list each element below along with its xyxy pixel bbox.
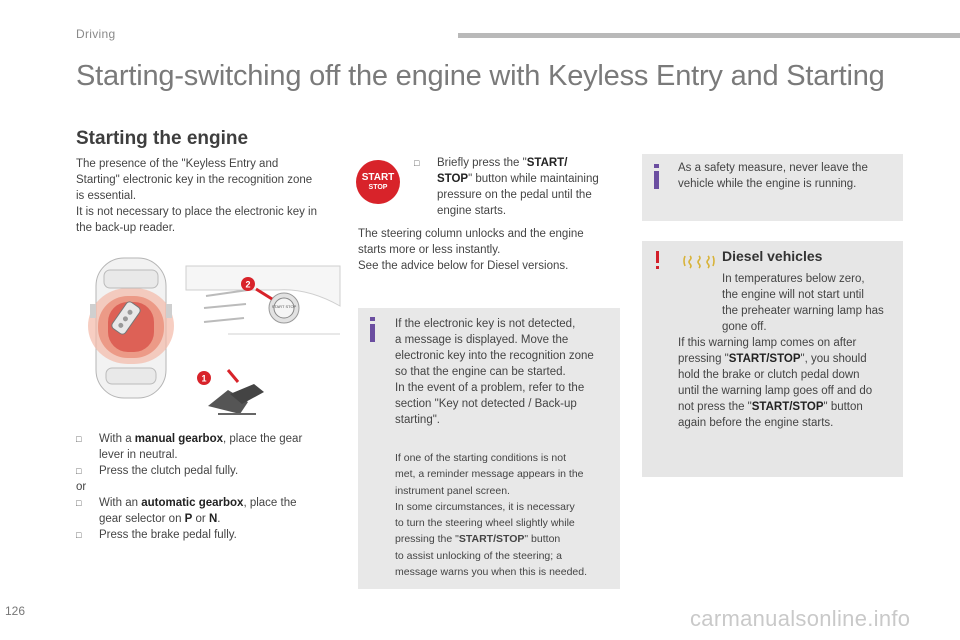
info-small-line: If one of the starting conditions is not <box>395 452 567 464</box>
diesel-warning-box <box>642 241 903 477</box>
info-icon <box>370 317 375 321</box>
info-line: a message is displayed. Move the <box>395 334 569 346</box>
safety-line: vehicle while the engine is running. <box>678 178 857 190</box>
watermark: carmanualsonline.info <box>690 606 911 631</box>
diesel-line: not press the "START/STOP" button <box>678 401 863 413</box>
info-small-line: to assist unlocking of the steering; a <box>395 549 562 562</box>
safety-line: As a safety measure, never leave the <box>678 162 868 174</box>
warning-icon-dot <box>656 266 659 269</box>
intro-line: It is not necessary to place the electronic key in <box>76 206 317 218</box>
diesel-warning-text <box>678 335 902 431</box>
page-number: 126 <box>5 604 26 618</box>
car-top-view <box>88 258 174 398</box>
intro-line: is essential. <box>76 190 137 202</box>
checkbox-icon: □ <box>76 434 82 444</box>
step-1-label: 1 <box>201 373 207 384</box>
dash-button-label: START STOP <box>271 304 297 309</box>
start-stop-button-icon: START STOP <box>356 160 400 204</box>
gear-instructions <box>76 431 346 551</box>
diesel-line: gone off. <box>722 321 767 333</box>
info-line: In the event of a problem, refer to the <box>395 382 585 394</box>
checkbox-icon: □ <box>414 158 420 168</box>
key-info-box <box>358 308 620 589</box>
safety-text <box>678 160 898 192</box>
step-2-label: 2 <box>245 279 251 290</box>
brake-item: □ Press the brake pedal fully. <box>76 529 237 541</box>
unlock-line: The steering column unlocks and the engine <box>358 228 584 240</box>
intro-line: Starting" electronic key in the recognition zone <box>76 174 313 186</box>
clutch-item: □ Press the clutch pedal fully. <box>76 465 239 477</box>
starting-conditions-text <box>395 450 619 580</box>
intro-line: the back-up reader. <box>76 222 176 234</box>
checkbox-icon: □ <box>76 530 82 540</box>
or-separator: or <box>76 481 87 493</box>
keyless-start-illustration <box>78 244 348 424</box>
diesel-heading: Diesel vehicles <box>722 248 823 264</box>
key-not-detected-text <box>395 316 617 428</box>
manual-gearbox-item: □ With a manual gearbox, place the gear lever in neutral. <box>76 433 303 461</box>
info-small-line: instrument panel screen. <box>395 484 510 497</box>
page-title: Starting-switching off the engine with Keyless Entry and Starting <box>76 60 885 92</box>
diesel-line: hold the brake or clutch pedal down <box>678 369 860 381</box>
checkbox-icon: □ <box>76 466 82 476</box>
intro-line: The presence of the "Keyless Entry and <box>76 158 279 170</box>
diesel-line: until the warning lamp goes off and do <box>678 385 873 397</box>
info-line: so that the engine can be started. <box>395 366 566 378</box>
press-start-item: □ Briefly press the "START/ STOP" button while maintaining pressure on the pedal until the engine starts. <box>414 157 599 217</box>
info-icon <box>654 164 659 168</box>
info-small-line: to turn the steering wheel slightly while <box>395 517 575 530</box>
diesel-line: the engine will not start until <box>722 289 864 301</box>
info-small-line: met, a reminder message appears in the <box>395 468 584 481</box>
info-line: starting". <box>395 414 440 426</box>
info-line: If the electronic key is not detected, <box>395 318 576 330</box>
info-icon-bar <box>370 324 375 342</box>
section-heading-starting: Starting the engine <box>76 128 249 149</box>
unlock-line: starts more or less instantly. <box>358 244 501 256</box>
safety-info-box <box>642 154 903 221</box>
info-line: electronic key into the recognition zone <box>395 350 594 362</box>
warning-icon <box>656 251 659 263</box>
info-small-line: message warns you when this is needed. <box>395 566 588 579</box>
checkbox-icon: □ <box>76 498 82 508</box>
diesel-line: If this warning lamp comes on after <box>678 337 857 349</box>
info-small-line: In some circumstances, it is necessary <box>395 500 575 513</box>
unlock-paragraph <box>358 226 618 274</box>
diesel-line: the preheater warning lamp has <box>722 305 884 317</box>
section-label: Driving <box>76 27 116 41</box>
preheater-lamp-icon <box>682 253 716 269</box>
diesel-intro-text <box>722 271 902 335</box>
info-icon-bar <box>654 171 659 189</box>
intro-paragraph <box>76 156 346 236</box>
unlock-line: See the advice below for Diesel versions. <box>358 260 569 272</box>
info-small-line: pressing the "START/STOP" button <box>395 533 561 546</box>
info-line: section "Key not detected / Back-up <box>395 398 577 410</box>
header-rule <box>458 33 960 38</box>
diesel-line: again before the engine starts. <box>678 417 834 429</box>
diesel-line: pressing "START/STOP", you should <box>678 353 867 365</box>
automatic-gearbox-item: □ With an automatic gearbox, place the gear selector on P or N. <box>76 497 297 525</box>
diesel-line: In temperatures below zero, <box>722 273 865 285</box>
